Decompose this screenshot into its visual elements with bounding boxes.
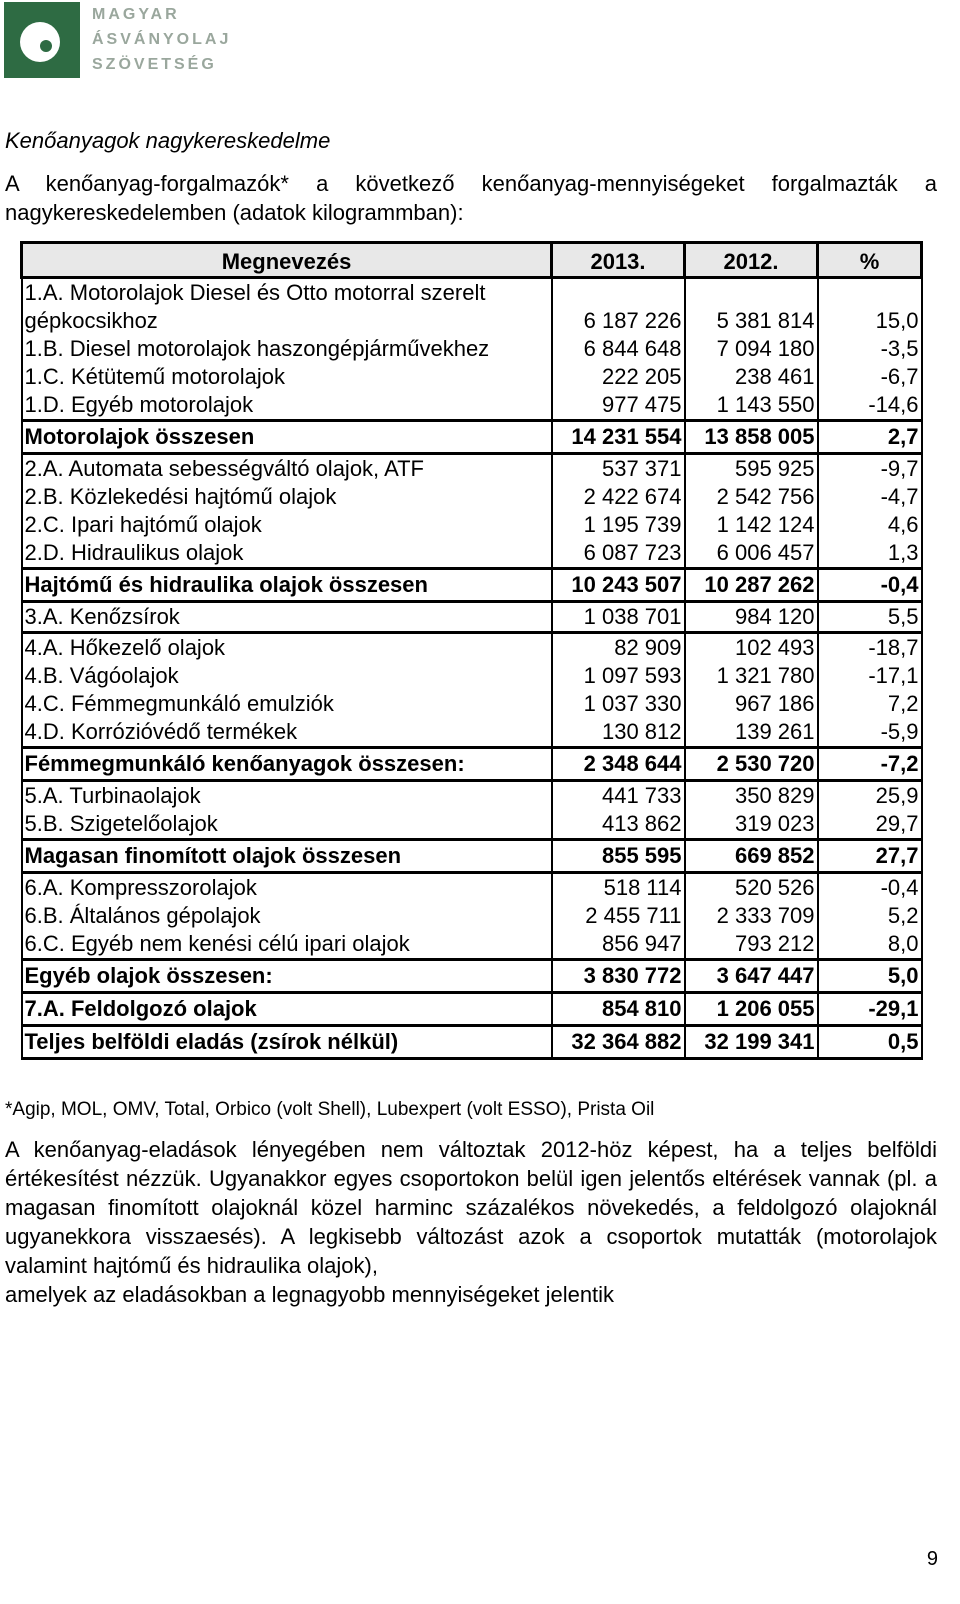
table-row	[22, 539, 922, 569]
table-row	[22, 511, 922, 539]
cell-pct: -14,6	[818, 391, 922, 421]
summary-paragraph-end: amelyek az eladásokban a legnagyobb mennyiségeket jelentik	[5, 1282, 615, 1307]
summary-paragraph: A kenőanyag-eladások lényegében nem változtak 2012-höz képest, ha a teljes belföldi értékesítést nézzük. Ugyanakkor egyes csoportokon belül igen jelentős eltérések vannak (pl. a magasan finomított olajoknál közel harminc százalékos növekedés, a feldolgozó olajoknál ugyanekkora visszaesés). A legkisebb változást azok a csoportok mutatták (motorolajok valamint hajtómű és hidraulika olajok),	[5, 1137, 937, 1278]
cell-y2013: 14 231 554	[552, 421, 685, 454]
cell-y2013: 2 348 644	[552, 748, 685, 781]
cell-y2012: 2 542 756	[685, 483, 818, 511]
cell-name: 7.A. Feldolgozó olajok	[22, 993, 552, 1026]
cell-y2012: 10 287 262	[685, 569, 818, 602]
cell-y2012: 102 493	[685, 633, 818, 663]
table-row	[22, 993, 922, 1026]
cell-pct: 25,9	[818, 781, 922, 811]
table-row	[22, 840, 922, 873]
cell-pct: 7,2	[818, 690, 922, 718]
cell-name: 1.D. Egyéb motorolajok	[22, 391, 552, 421]
cell-y2012: 984 120	[685, 602, 818, 633]
table-row	[22, 873, 922, 903]
cell-y2012: 350 829	[685, 781, 818, 811]
header-percent: %	[818, 243, 922, 278]
table-row	[22, 781, 922, 811]
table-row	[22, 569, 922, 602]
cell-y2012: 13 858 005	[685, 421, 818, 454]
cell-pct: 5,2	[818, 902, 922, 930]
header-name: Megnevezés	[22, 243, 552, 278]
cell-name: 2.C. Ipari hajtómű olajok	[22, 511, 552, 539]
cell-y2012: 967 186	[685, 690, 818, 718]
cell-y2013: 6 187 226	[552, 278, 685, 336]
lubricant-sales-table	[20, 241, 923, 1060]
table-row	[22, 960, 922, 993]
table-row	[22, 633, 922, 663]
cell-y2012: 319 023	[685, 810, 818, 840]
cell-name: 6.B. Általános gépolajok	[22, 902, 552, 930]
cell-name: 1.C. Kétütemű motorolajok	[22, 363, 552, 391]
footnote: *Agip, MOL, OMV, Total, Orbico (volt Shell), Lubexpert (volt ESSO), Prista Oil	[5, 1099, 655, 1120]
table-row	[22, 602, 922, 633]
cell-pct: 29,7	[818, 810, 922, 840]
cell-y2013: 1 195 739	[552, 511, 685, 539]
cell-pct: -18,7	[818, 633, 922, 663]
cell-y2013: 413 862	[552, 810, 685, 840]
cell-name: 6.A. Kompresszorolajok	[22, 873, 552, 903]
cell-y2013: 1 038 701	[552, 602, 685, 633]
cell-pct: -0,4	[818, 873, 922, 903]
logo-text: MAGYAR ÁSVÁNYOLAJ SZÖVETSÉG	[92, 6, 232, 73]
cell-y2013: 2 455 711	[552, 902, 685, 930]
cell-pct: 1,3	[818, 539, 922, 569]
cell-name: 6.C. Egyéb nem kenési célú ipari olajok	[22, 930, 552, 960]
cell-y2012: 1 206 055	[685, 993, 818, 1026]
cell-y2013: 82 909	[552, 633, 685, 663]
table-row	[22, 662, 922, 690]
cell-y2013: 6 087 723	[552, 539, 685, 569]
cell-pct: -3,5	[818, 335, 922, 363]
cell-pct: 15,0	[818, 278, 922, 336]
cell-name: 2.B. Közlekedési hajtómű olajok	[22, 483, 552, 511]
cell-y2012: 1 321 780	[685, 662, 818, 690]
table-row	[22, 1026, 922, 1059]
table-row	[22, 902, 922, 930]
header-2012: 2012.	[685, 243, 818, 278]
cell-pct: -17,1	[818, 662, 922, 690]
cell-name: Motorolajok összesen	[22, 421, 552, 454]
cell-name: 2.D. Hidraulikus olajok	[22, 539, 552, 569]
cell-y2012: 1 143 550	[685, 391, 818, 421]
cell-y2012: 595 925	[685, 454, 818, 484]
cell-y2013: 537 371	[552, 454, 685, 484]
table-row	[22, 454, 922, 484]
table-row	[22, 363, 922, 391]
cell-name: Magasan finomított olajok összesen	[22, 840, 552, 873]
cell-y2013: 1 097 593	[552, 662, 685, 690]
cell-name: 4.A. Hőkezelő olajok	[22, 633, 552, 663]
table-row	[22, 483, 922, 511]
cell-y2012: 6 006 457	[685, 539, 818, 569]
table-row	[22, 748, 922, 781]
cell-pct: -0,4	[818, 569, 922, 602]
cell-pct: -29,1	[818, 993, 922, 1026]
cell-y2013: 854 810	[552, 993, 685, 1026]
intro-paragraph: A kenőanyag-forgalmazók* a következő kenőanyag-mennyiségeket forgalmazták a nagykereskedelemben (adatok kilogrammban):	[5, 171, 937, 225]
page-number: 9	[926, 1548, 938, 1570]
cell-name: 4.D. Korrózióvédő termékek	[22, 718, 552, 748]
cell-y2013: 2 422 674	[552, 483, 685, 511]
cell-y2012: 520 526	[685, 873, 818, 903]
table-row	[22, 391, 922, 421]
logo	[4, 2, 254, 82]
cell-name: 2.A. Automata sebességváltó olajok, ATF	[22, 454, 552, 484]
cell-name: Egyéb olajok összesen:	[22, 960, 552, 993]
cell-y2013: 10 243 507	[552, 569, 685, 602]
cell-name: Hajtómű és hidraulika olajok összesen	[22, 569, 552, 602]
cell-y2013: 518 114	[552, 873, 685, 903]
table-row	[22, 690, 922, 718]
cell-pct: -5,9	[818, 718, 922, 748]
section-subtitle: Kenőanyagok nagykereskedelme	[5, 128, 331, 153]
table-row	[22, 421, 922, 454]
cell-y2012: 32 199 341	[685, 1026, 818, 1059]
cell-name: 5.B. Szigetelőolajok	[22, 810, 552, 840]
cell-y2012: 2 530 720	[685, 748, 818, 781]
cell-y2012: 7 094 180	[685, 335, 818, 363]
header-2013: 2013.	[552, 243, 685, 278]
table-row	[22, 278, 922, 336]
cell-name: Fémmegmunkáló kenőanyagok összesen:	[22, 748, 552, 781]
cell-pct: 4,6	[818, 511, 922, 539]
cell-name: 4.C. Fémmegmunkáló emulziók	[22, 690, 552, 718]
cell-y2013: 441 733	[552, 781, 685, 811]
cell-y2013: 6 844 648	[552, 335, 685, 363]
cell-y2013: 3 830 772	[552, 960, 685, 993]
table-row	[22, 810, 922, 840]
cell-y2013: 130 812	[552, 718, 685, 748]
cell-pct: -9,7	[818, 454, 922, 484]
cell-pct: 5,5	[818, 602, 922, 633]
cell-y2013: 855 595	[552, 840, 685, 873]
cell-y2012: 5 381 814	[685, 278, 818, 336]
cell-y2012: 793 212	[685, 930, 818, 960]
cell-name: 1.A. Motorolajok Diesel és Otto motorral szerelt gépkocsikhoz	[22, 278, 552, 336]
cell-y2012: 669 852	[685, 840, 818, 873]
table-header-row	[22, 243, 922, 278]
cell-pct: 5,0	[818, 960, 922, 993]
cell-y2013: 222 205	[552, 363, 685, 391]
table-row	[22, 930, 922, 960]
cell-y2013: 856 947	[552, 930, 685, 960]
cell-pct: -4,7	[818, 483, 922, 511]
cell-y2012: 3 647 447	[685, 960, 818, 993]
cell-pct: -7,2	[818, 748, 922, 781]
cell-name: 5.A. Turbinaolajok	[22, 781, 552, 811]
cell-pct: 0,5	[818, 1026, 922, 1059]
cell-y2013: 32 364 882	[552, 1026, 685, 1059]
cell-y2012: 139 261	[685, 718, 818, 748]
cell-name: Teljes belföldi eladás (zsírok nélkül)	[22, 1026, 552, 1059]
cell-name: 1.B. Diesel motorolajok haszongépjárművekhez	[22, 335, 552, 363]
cell-pct: 27,7	[818, 840, 922, 873]
cell-y2012: 238 461	[685, 363, 818, 391]
cell-y2012: 1 142 124	[685, 511, 818, 539]
cell-pct: -6,7	[818, 363, 922, 391]
cell-y2013: 977 475	[552, 391, 685, 421]
cell-pct: 2,7	[818, 421, 922, 454]
cell-y2013: 1 037 330	[552, 690, 685, 718]
cell-name: 4.B. Vágóolajok	[22, 662, 552, 690]
cell-y2012: 2 333 709	[685, 902, 818, 930]
cell-pct: 8,0	[818, 930, 922, 960]
logo-mark-icon	[4, 2, 80, 78]
cell-name: 3.A. Kenőzsírok	[22, 602, 552, 633]
table-row	[22, 335, 922, 363]
table-row	[22, 718, 922, 748]
